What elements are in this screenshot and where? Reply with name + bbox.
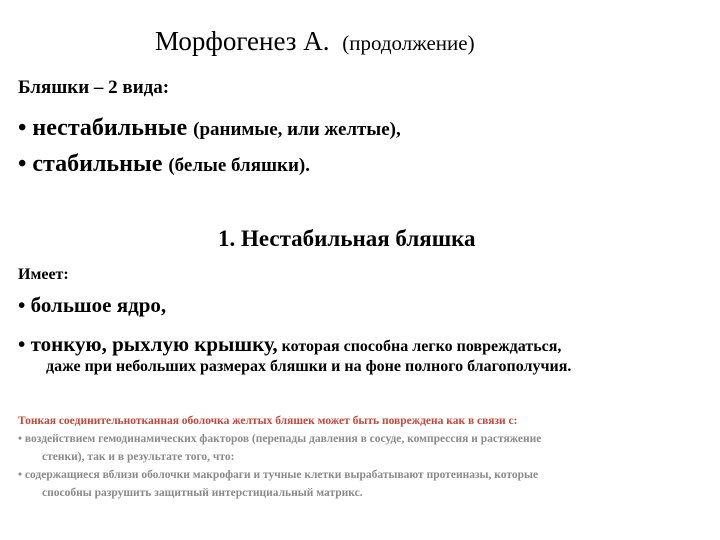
damage-causes-block [18, 412, 700, 502]
cause-proteinase-line1: • содержащиеся вблизи оболочки макрофаги и тучные клетки вырабатывают протеиназы, которые [18, 469, 539, 481]
type-name: стабильные [32, 151, 163, 177]
bullet: • [18, 151, 27, 177]
type-note: (ранимые, или желтые), [193, 119, 401, 140]
has-label: Имеет: [18, 266, 69, 283]
cause-proteinase-line2: способны разрушить защитный интерстициальный матрикс. [42, 487, 363, 499]
damage-causes-lead: Тонкая соединительнотканная оболочка желтых бляшек может быть повреждена как в связи с: [18, 415, 518, 427]
section-title: 1. Нестабильная бляшка [218, 226, 476, 251]
title-subtitle: (продолжение) [342, 31, 475, 55]
property-large-core: • большое ядро, [18, 293, 167, 317]
type-item-unstable [18, 115, 401, 142]
property-thin-cap-continuation: даже при небольших размерах бляшки и на фоне полного благополучия. [46, 358, 572, 375]
title-main: Морфогенез А. [155, 26, 330, 56]
cause-hemodynamic-line2: стенки), так и в результате того, что: [42, 451, 235, 463]
property-thin-cap-detail: которая способна легко повреждаться, [277, 338, 562, 355]
intro-text: Бляшки – 2 вида: [18, 77, 170, 98]
property-thin-cap-main: • тонкую, рыхлую крышку, [18, 332, 278, 356]
bullet: • [18, 115, 27, 141]
slide-title [155, 26, 475, 57]
type-item-stable [18, 151, 310, 178]
type-note: (белые бляшки). [168, 155, 311, 176]
property-thin-cap [18, 332, 708, 357]
cause-hemodynamic-line1: • воздействием гемодинамических факторов (перепады давления в сосуде, компрессия и растяжение [18, 433, 542, 445]
type-name: нестабильные [32, 115, 188, 141]
